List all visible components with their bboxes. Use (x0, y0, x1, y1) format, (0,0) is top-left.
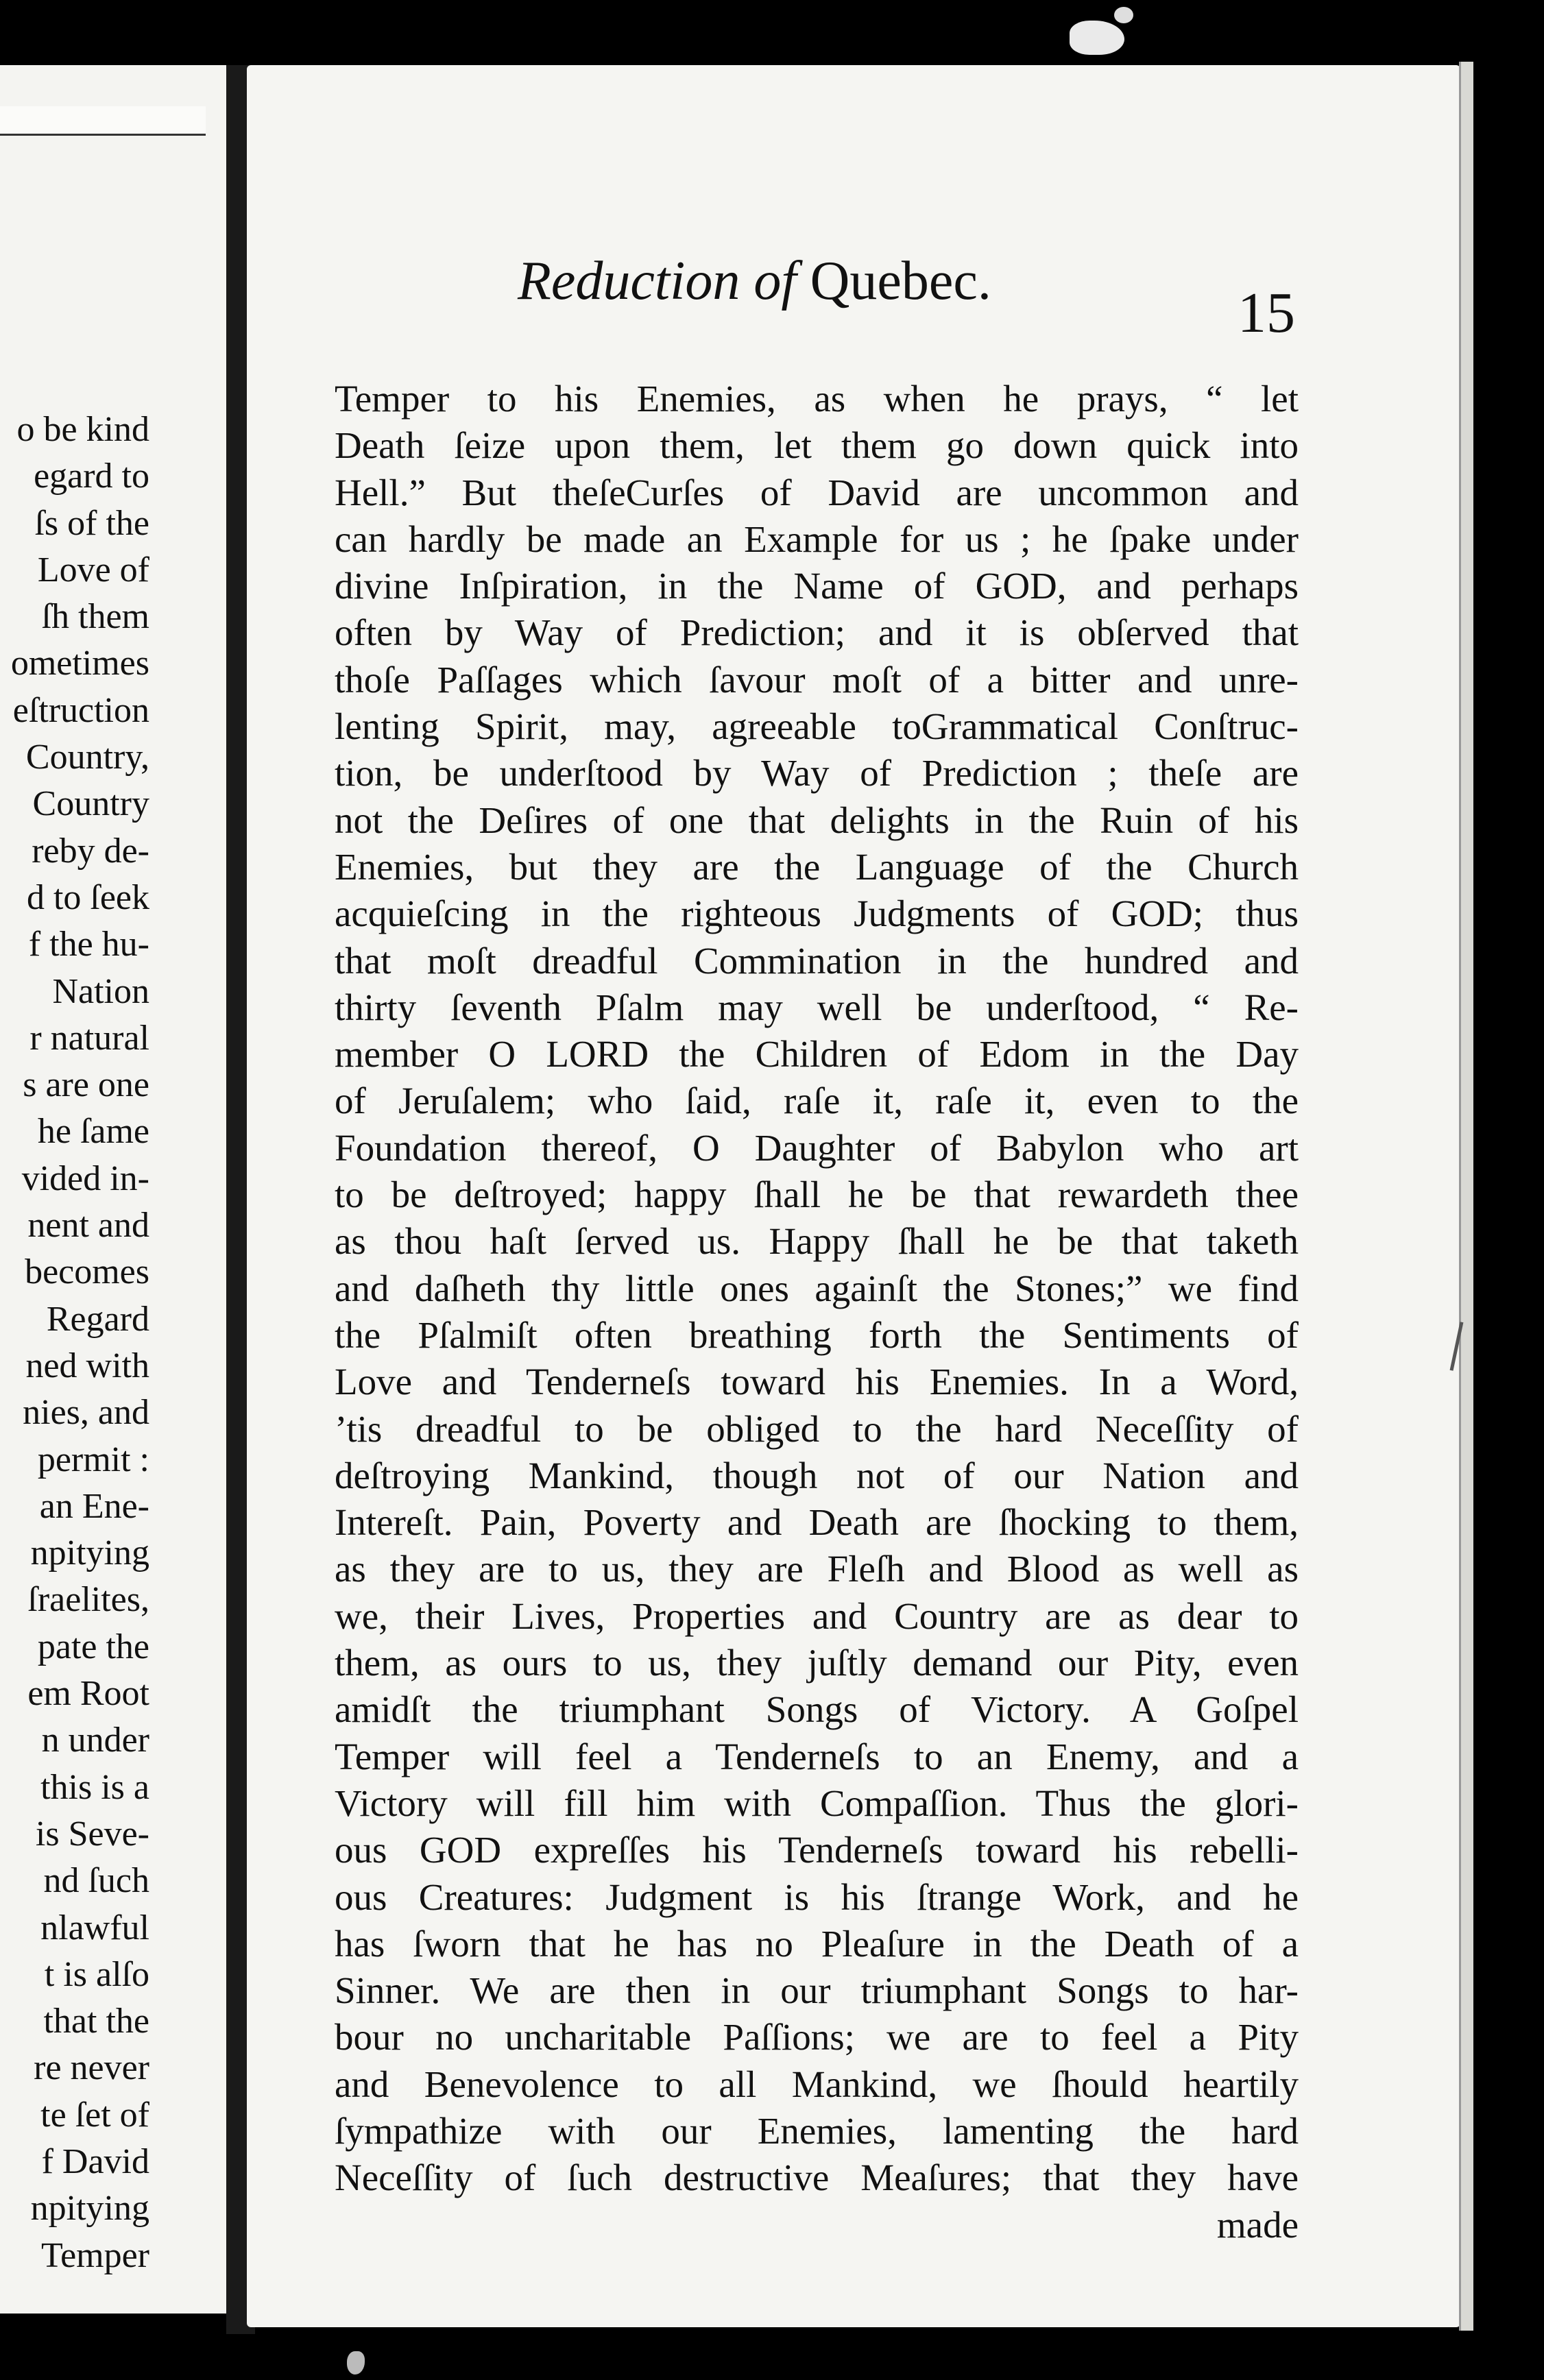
paper-blemish (1114, 7, 1133, 23)
text-line: of Jeruſalem; who ſaid, raſe it, raſe it, even to the (335, 1080, 1299, 1122)
text-line: them, as ours to us, they juſtly demand our Pity, even (335, 1642, 1299, 1684)
text-line: often by Way of Prediction; and it is obſerved that (335, 611, 1299, 654)
text-line: that moſt dreadful Commination in the hundred and (335, 939, 1299, 982)
text-line: deſtroying Mankind, though not of our Nation and (335, 1454, 1299, 1496)
text-line: to be deſtroyed; happy ſhall he be that rewardeth thee (335, 1174, 1299, 1216)
text-line: we, their Lives, Properties and Country are as dear to (335, 1594, 1299, 1637)
running-head-upright: Quebec. (810, 251, 991, 311)
text-line: Death ſeize upon them, let them go down quick into (335, 424, 1299, 467)
left-page-line: nies, and (23, 1393, 149, 1433)
text-line: as thou haſt ſerved us. Happy ſhall he be that taketh (335, 1220, 1299, 1263)
text-line: Enemies, but they are the Language of the Church (335, 845, 1299, 888)
left-page-line: nd ſuch (43, 1861, 149, 1901)
left-page-line: nent and (27, 1206, 149, 1246)
text-line: thoſe Paſſages which ſavour moſt of a bitter and unre- (335, 658, 1299, 701)
left-page-line: Country, (25, 738, 149, 777)
text-line: Foundation thereof, O Daughter of Babylon who art (335, 1126, 1299, 1169)
left-page-line: f the hu- (28, 925, 149, 964)
left-page-line: r natural (29, 1018, 149, 1058)
left-page-line: this is a (40, 1767, 149, 1807)
running-head (518, 250, 991, 313)
text-line: tion, be underſtood by Way of Prediction ; theſe are (335, 752, 1299, 794)
text-line: divine Inſpiration, in the Name of GOD, and perhaps (335, 565, 1299, 607)
text-line: amidſt the triumphant Songs of Victory. A Goſpel (335, 1688, 1299, 1731)
text-line: and daſheth thy little ones againſt the Stones;” we find (335, 1267, 1299, 1309)
page-number: 15 (1238, 281, 1295, 345)
text-line: the Pſalmiſt often breathing forth the Sentiments of (335, 1313, 1299, 1356)
left-page-text (11, 406, 149, 2279)
left-page-line: d to ſeek (26, 877, 149, 917)
left-page-line: Nation (52, 971, 149, 1011)
running-head-italic: Reduction of (518, 251, 797, 311)
left-page-line: Love of (37, 550, 149, 590)
left-page-line: Regard (46, 1299, 149, 1339)
left-page-line: eſtruction (12, 690, 149, 730)
text-line: ſympathize with our Enemies, lamenting the hard (335, 2109, 1299, 2152)
text-line: Victory will fill him with Compaſſion. Thus the glori- (335, 1782, 1299, 1824)
text-line: and Benevolence to all Mankind, we ſhould heartily (335, 2063, 1299, 2105)
left-page-line: is Seve- (35, 1814, 149, 1854)
left-page-line: ometimes (10, 644, 149, 683)
left-page-fragment (0, 65, 226, 2314)
text-line: Temper to his Enemies, as when he prays, “ let (335, 378, 1299, 420)
left-page-line: npitying (30, 1533, 149, 1573)
text-line: Intereſt. Pain, Poverty and Death are ſhocking to them, (335, 1501, 1299, 1544)
text-line: Neceſſity of ſuch destructive Meaſures; that they have (335, 2157, 1299, 2199)
text-line: made (1216, 2203, 1299, 2246)
left-page-line: Temper (40, 2235, 149, 2275)
left-page-line: o be kind (16, 410, 149, 449)
left-page-line: ſs of the (34, 503, 149, 543)
page-edge-strip (0, 106, 206, 136)
paper-blemish (347, 2351, 365, 2375)
left-page-line: f David (41, 2141, 149, 2181)
left-page-line: ſh them (41, 597, 149, 637)
text-line: Hell.” But theſeCurſes of David are uncommon and (335, 471, 1299, 513)
text-line: can hardly be made an Example for us ; he ſpake under (335, 518, 1299, 560)
text-line: bour no uncharitable Paſſions; we are to feel a Pity (335, 2016, 1299, 2059)
text-line: as they are to us, they are Fleſh and Blood as well as (335, 1548, 1299, 1590)
left-page-line: he ſame (37, 1112, 149, 1152)
left-page-line: vided in- (21, 1158, 149, 1198)
body-text (335, 376, 1299, 2248)
left-page-line: npitying (30, 2189, 149, 2229)
text-line: Sinner. We are then in our triumphant Songs to har- (335, 1969, 1299, 2012)
text-line: lenting Spirit, may, agreeable toGrammatical Conſtruc- (335, 705, 1299, 748)
left-page-line: pate the (37, 1627, 149, 1666)
left-page-line: permit : (37, 1440, 149, 1479)
text-line: Temper will feel a Tenderneſs to an Enemy, and a (335, 1735, 1299, 1777)
left-page-line: an Ene- (39, 1486, 149, 1526)
text-line: ous GOD expreſſes his Tenderneſs toward his rebelli- (335, 1829, 1299, 1871)
left-page-line: Country (32, 784, 149, 824)
left-page-line: em Root (27, 1674, 149, 1714)
left-page-line: becomes (25, 1252, 149, 1292)
left-page-line: nlawful (40, 1908, 149, 1947)
text-line: Love and Tenderneſs toward his Enemies. In a Word, (335, 1361, 1299, 1403)
left-page-line: reby de- (32, 831, 149, 871)
text-line: member O LORD the Children of Edom in the Day (335, 1033, 1299, 1076)
text-line: not the Deſires of one that delights in the Ruin of his (335, 799, 1299, 841)
left-page-line: re never (34, 2048, 149, 2088)
text-line: acquieſcing in the righteous Judgments of GOD; thus (335, 892, 1299, 935)
left-page-line: te ſet of (40, 2095, 149, 2135)
page-edge (1459, 62, 1473, 2331)
left-page-line: ned with (25, 1346, 149, 1385)
text-line: ous Creatures: Judgment is his ſtrange Work, and he (335, 1875, 1299, 1918)
left-page-line: egard to (34, 457, 149, 496)
left-page-line: t is alſo (44, 1954, 149, 1994)
paper-blemish (1070, 21, 1124, 55)
left-page-line: ſraelites, (27, 1580, 149, 1620)
text-line: has ſworn that he has no Pleaſure in the Death of a (335, 1922, 1299, 1965)
left-page-line: that the (43, 2002, 149, 2041)
left-page-line: s are one (23, 1065, 149, 1105)
text-line: ’tis dreadful to be obliged to the hard Neceſſity of (335, 1407, 1299, 1450)
text-line: thirty ſeventh Pſalm may well be underſtood, “ Re- (335, 986, 1299, 1028)
left-page-line: n under (41, 1721, 149, 1760)
